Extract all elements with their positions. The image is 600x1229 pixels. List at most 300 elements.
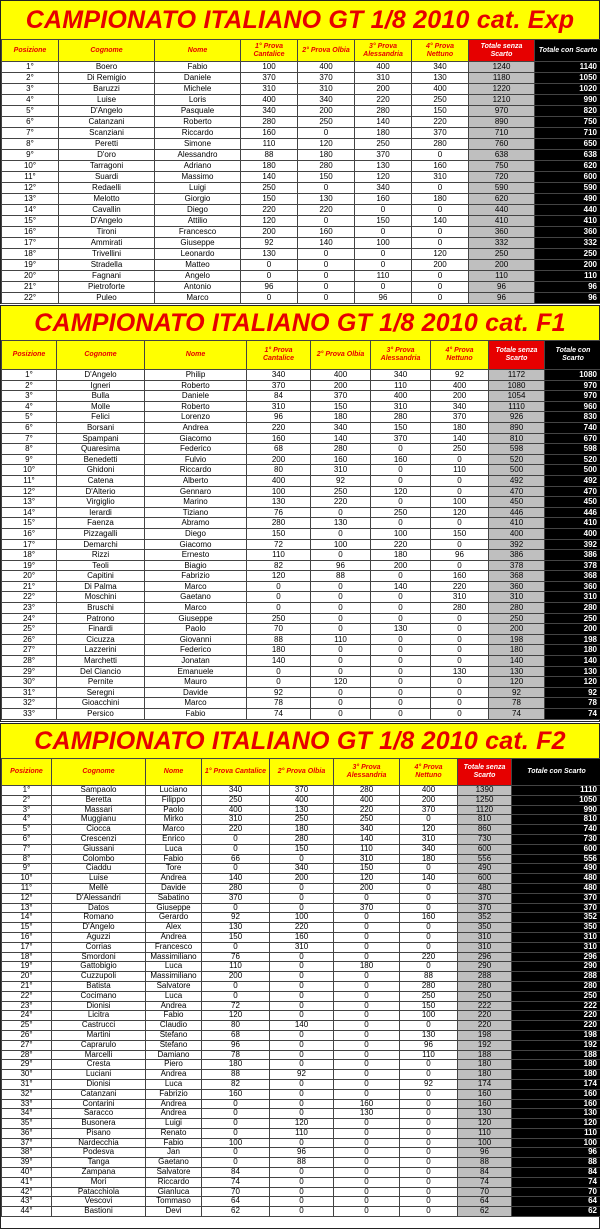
table-cell: 340 <box>247 370 311 381</box>
table-cell: 64 <box>202 1197 270 1207</box>
table-cell: 0 <box>247 666 311 677</box>
table-cell: 0 <box>400 1109 458 1119</box>
table-cell: 310 <box>512 942 600 952</box>
table-row <box>2 1187 600 1197</box>
table-cell: 120 <box>202 1011 270 1021</box>
table-cell: 400 <box>247 475 311 486</box>
header-row <box>2 40 600 62</box>
table-row <box>2 150 600 161</box>
table-cell: Simone <box>155 139 241 150</box>
table-cell: 0 <box>270 1001 334 1011</box>
table-cell: 2° <box>2 795 52 805</box>
table-cell: 352 <box>512 913 600 923</box>
table-cell: 10° <box>2 874 52 884</box>
table-cell: 0 <box>400 1128 458 1138</box>
table-cell: 16° <box>2 528 57 539</box>
table-row <box>2 507 600 518</box>
table-cell: Jonatan <box>145 656 247 667</box>
table-cell: Giuseppe <box>146 903 202 913</box>
table-cell: 0 <box>371 518 431 529</box>
column-header: Posizione <box>2 40 59 62</box>
table-cell: 0 <box>400 1187 458 1197</box>
table-cell: 0 <box>311 528 371 539</box>
table-cell: 0 <box>412 150 469 161</box>
table-cell: 250 <box>535 249 600 260</box>
table-row <box>2 645 600 656</box>
table-cell: Teoli <box>57 560 145 571</box>
table-cell: 140 <box>371 581 431 592</box>
table-cell: 310 <box>371 401 431 412</box>
table-row <box>2 433 600 444</box>
table-cell: Ierardi <box>57 507 145 518</box>
table-cell: 0 <box>431 645 489 656</box>
table-row <box>2 1177 600 1187</box>
table-cell: 600 <box>458 874 512 884</box>
table-cell: 140 <box>545 656 600 667</box>
table-cell: 160 <box>247 433 311 444</box>
table-cell: Mellè <box>52 883 146 893</box>
table-cell: 120 <box>247 571 311 582</box>
table-cell: 310 <box>241 84 298 95</box>
table-cell: 100 <box>202 1138 270 1148</box>
table-cell: 160 <box>202 1089 270 1099</box>
table-cell: 0 <box>431 613 489 624</box>
table-row <box>2 844 600 854</box>
table-cell: 0 <box>298 183 355 194</box>
table-cell: 1° <box>2 62 59 73</box>
table-cell: 290 <box>458 962 512 972</box>
table-cell: 160 <box>355 194 412 205</box>
table-row <box>2 380 600 391</box>
table-cell: 28° <box>2 656 57 667</box>
table-cell: 19° <box>2 962 52 972</box>
table-cell: 9° <box>2 864 52 874</box>
table-cell: 39° <box>2 1158 52 1168</box>
section-title: CAMPIONATO ITALIANO GT 1/8 2010 cat. Exp <box>1 1 599 39</box>
table-row <box>2 194 600 205</box>
table-cell: Giuseppe <box>155 238 241 249</box>
table-cell: Felici <box>57 412 145 423</box>
table-cell: 2° <box>2 380 57 391</box>
table-cell: Quaresima <box>57 444 145 455</box>
table-cell: 0 <box>334 1168 400 1178</box>
table-cell: 110 <box>270 1128 334 1138</box>
table-cell: 174 <box>458 1079 512 1089</box>
table-cell: 3° <box>2 391 57 402</box>
table-row <box>2 1079 600 1089</box>
table-cell: 76 <box>247 507 311 518</box>
table-cell: 0 <box>270 1109 334 1119</box>
table-cell: 35° <box>2 1119 52 1129</box>
table-cell: 392 <box>545 539 600 550</box>
table-cell: 670 <box>545 433 600 444</box>
table-cell: D'Alessandri <box>52 893 146 903</box>
table-row <box>2 1011 600 1021</box>
table-row <box>2 106 600 117</box>
table-cell: 250 <box>247 613 311 624</box>
table-cell: 0 <box>298 128 355 139</box>
table-cell: 0 <box>371 687 431 698</box>
table-cell: 150 <box>202 932 270 942</box>
table-cell: 220 <box>371 539 431 550</box>
table-cell: 0 <box>412 183 469 194</box>
table-cell: 66 <box>202 854 270 864</box>
table-cell: Podesva <box>52 1148 146 1158</box>
table-cell: 130 <box>431 666 489 677</box>
table-cell: Mauro <box>145 677 247 688</box>
table-cell: 0 <box>334 942 400 952</box>
table-cell: 37° <box>2 1138 52 1148</box>
table-cell: 360 <box>489 581 545 592</box>
table-cell: 0 <box>334 1050 400 1060</box>
table-cell: 400 <box>355 62 412 73</box>
table-row <box>2 1021 600 1031</box>
column-header: 2° Prova Olbia <box>298 40 355 62</box>
table-cell: 140 <box>412 216 469 227</box>
table-cell: 120 <box>334 874 400 884</box>
table-cell: 810 <box>512 815 600 825</box>
table-cell: 370 <box>334 903 400 913</box>
table-row <box>2 1050 600 1060</box>
table-cell: Fabrizio <box>146 1089 202 1099</box>
table-cell: 400 <box>400 786 458 796</box>
table-cell: 200 <box>469 260 535 271</box>
table-cell: 130 <box>355 161 412 172</box>
table-cell: 220 <box>247 422 311 433</box>
table-cell: 41° <box>2 1177 52 1187</box>
table-row <box>2 903 600 913</box>
table-cell: 386 <box>489 550 545 561</box>
table-cell: 110 <box>535 271 600 282</box>
table-cell: Gattobigio <box>52 962 146 972</box>
table-cell: 180 <box>355 128 412 139</box>
table-cell: Alberto <box>145 475 247 486</box>
table-cell: 310 <box>298 84 355 95</box>
table-cell: 92 <box>545 687 600 698</box>
table-cell: 600 <box>512 844 600 854</box>
table-cell: 0 <box>431 624 489 635</box>
table-cell: 0 <box>334 952 400 962</box>
table-cell: 0 <box>298 260 355 271</box>
table-cell: 20° <box>2 271 59 282</box>
table-cell: 80 <box>202 1021 270 1031</box>
table-cell: 500 <box>545 465 600 476</box>
table-cell: Gerardo <box>146 913 202 923</box>
table-cell: 110 <box>512 1128 600 1138</box>
column-header: Totale con Scarto <box>512 759 600 786</box>
table-row <box>2 624 600 635</box>
table-cell: 620 <box>535 161 600 172</box>
table-cell: 16° <box>2 227 59 238</box>
table-cell: 0 <box>334 932 400 942</box>
table-cell: 220 <box>431 581 489 592</box>
table-cell: 29° <box>2 666 57 677</box>
table-cell: 0 <box>371 666 431 677</box>
table-cell: 44° <box>2 1207 52 1217</box>
table-cell: 100 <box>247 486 311 497</box>
table-cell: 750 <box>535 117 600 128</box>
table-row <box>2 1168 600 1178</box>
table-cell: 220 <box>202 825 270 835</box>
table-cell: 730 <box>512 834 600 844</box>
table-cell: 180 <box>371 550 431 561</box>
header-row <box>2 759 600 786</box>
table-cell: 0 <box>334 972 400 982</box>
standings-table <box>1 758 600 1217</box>
table-row <box>2 370 600 381</box>
table-cell: Stefano <box>146 1040 202 1050</box>
table-cell: 410 <box>535 216 600 227</box>
table-cell: 990 <box>535 95 600 106</box>
table-cell: 340 <box>311 422 371 433</box>
table-cell: 0 <box>371 613 431 624</box>
table-cell: 310 <box>412 172 469 183</box>
table-cell: 310 <box>512 932 600 942</box>
table-cell: 280 <box>545 603 600 614</box>
table-cell: 30° <box>2 677 57 688</box>
table-cell: 180 <box>512 1060 600 1070</box>
table-cell: 400 <box>202 805 270 815</box>
table-cell: Persico <box>57 709 145 720</box>
table-cell: 250 <box>241 183 298 194</box>
table-cell: 110 <box>469 271 535 282</box>
table-cell: 250 <box>355 139 412 150</box>
table-cell: 830 <box>545 412 600 423</box>
table-cell: 110 <box>311 634 371 645</box>
table-cell: 68 <box>247 444 311 455</box>
table-row <box>2 282 600 293</box>
table-cell: 0 <box>202 1148 270 1158</box>
table-cell: 9° <box>2 150 59 161</box>
column-header: 4° Prova Nettuno <box>400 759 458 786</box>
table-cell: 760 <box>469 139 535 150</box>
table-cell: 0 <box>371 677 431 688</box>
table-cell: 220 <box>334 805 400 815</box>
table-cell: 200 <box>412 260 469 271</box>
table-cell: 120 <box>458 1119 512 1129</box>
table-cell: 180 <box>247 645 311 656</box>
table-cell: Paolo <box>146 805 202 815</box>
table-cell: 6° <box>2 422 57 433</box>
table-cell: 200 <box>298 106 355 117</box>
table-cell: Mirko <box>146 815 202 825</box>
table-cell: 310 <box>355 73 412 84</box>
table-row <box>2 962 600 972</box>
table-cell: 0 <box>311 507 371 518</box>
table-cell: Luise <box>52 874 146 884</box>
table-cell: 250 <box>412 95 469 106</box>
table-cell: Cuzzupoli <box>52 972 146 982</box>
table-cell: 386 <box>545 550 600 561</box>
table-row <box>2 128 600 139</box>
table-cell: Michele <box>155 84 241 95</box>
table-cell: 0 <box>400 883 458 893</box>
table-cell: 220 <box>311 497 371 508</box>
table-cell: 378 <box>545 560 600 571</box>
table-cell: Fabio <box>146 1011 202 1021</box>
table-cell: 440 <box>535 205 600 216</box>
table-cell: 8° <box>2 139 59 150</box>
table-row <box>2 1030 600 1040</box>
table-cell: 180 <box>241 161 298 172</box>
table-cell: 180 <box>431 422 489 433</box>
table-cell: Diego <box>145 528 247 539</box>
table-cell: Catanzani <box>52 1089 146 1099</box>
table-cell: 88 <box>512 1158 600 1168</box>
table-cell: 28° <box>2 1050 52 1060</box>
table-cell: 1020 <box>535 84 600 95</box>
table-cell: 100 <box>371 528 431 539</box>
table-cell: 88 <box>400 972 458 982</box>
table-cell: 110 <box>241 139 298 150</box>
table-row <box>2 539 600 550</box>
table-cell: 1110 <box>512 786 600 796</box>
table-cell: 92 <box>489 687 545 698</box>
table-cell: 220 <box>355 95 412 106</box>
table-cell: 0 <box>371 634 431 645</box>
table-cell: 340 <box>241 106 298 117</box>
table-cell: 450 <box>489 497 545 508</box>
table-cell: Zampana <box>52 1168 146 1178</box>
table-cell: D'Angelo <box>59 106 155 117</box>
table-cell: 556 <box>512 854 600 864</box>
table-cell: 860 <box>458 825 512 835</box>
column-header: 2° Prova Olbia <box>311 341 371 370</box>
table-cell: 0 <box>311 687 371 698</box>
table-cell: Trivellini <box>59 249 155 260</box>
table-cell: Jan <box>146 1148 202 1158</box>
table-cell: 110 <box>431 465 489 476</box>
table-cell: 140 <box>241 172 298 183</box>
table-cell: 310 <box>400 834 458 844</box>
table-cell: 970 <box>545 391 600 402</box>
table-cell: 5° <box>2 106 59 117</box>
table-cell: 400 <box>371 391 431 402</box>
table-cell: 250 <box>469 249 535 260</box>
table-row <box>2 972 600 982</box>
table-row <box>2 205 600 216</box>
table-cell: 80 <box>247 465 311 476</box>
table-cell: 290 <box>512 962 600 972</box>
table-cell: 0 <box>270 981 334 991</box>
table-cell: 4° <box>2 401 57 412</box>
table-cell: 340 <box>400 844 458 854</box>
table-cell: 11° <box>2 172 59 183</box>
standings-table <box>1 39 600 304</box>
table-cell: 600 <box>458 844 512 854</box>
table-cell: 288 <box>512 972 600 982</box>
table-cell: 140 <box>311 433 371 444</box>
table-cell: 10° <box>2 161 59 172</box>
table-cell: 1° <box>2 786 52 796</box>
table-cell: Catanzani <box>59 117 155 128</box>
table-cell: 0 <box>371 497 431 508</box>
table-cell: 710 <box>535 128 600 139</box>
table-row <box>2 864 600 874</box>
table-cell: 0 <box>400 1148 458 1158</box>
table-cell: D'Angelo <box>52 923 146 933</box>
table-cell: Tanga <box>52 1158 146 1168</box>
table-cell: 410 <box>489 518 545 529</box>
table-cell: 1110 <box>489 401 545 412</box>
table-cell: Caprarulo <box>52 1040 146 1050</box>
table-cell: 250 <box>311 486 371 497</box>
table-cell: 378 <box>489 560 545 571</box>
table-cell: 352 <box>458 913 512 923</box>
table-cell: D'oro <box>59 150 155 161</box>
table-cell: 200 <box>535 260 600 271</box>
table-cell: 0 <box>334 1079 400 1089</box>
table-cell: 78 <box>489 698 545 709</box>
table-cell: 84 <box>247 391 311 402</box>
table-cell: 0 <box>431 560 489 571</box>
table-cell: 110 <box>371 380 431 391</box>
table-cell: Luca <box>146 991 202 1001</box>
table-cell: 370 <box>355 150 412 161</box>
table-cell: Matteo <box>155 260 241 271</box>
table-cell: 0 <box>202 864 270 874</box>
table-cell: 16° <box>2 932 52 942</box>
table-cell: 180 <box>298 150 355 161</box>
table-cell: 140 <box>298 238 355 249</box>
table-cell: 96 <box>202 1040 270 1050</box>
table-cell: 0 <box>334 991 400 1001</box>
table-cell: Andrea <box>146 1001 202 1011</box>
table-cell: 92 <box>311 475 371 486</box>
table-cell: 0 <box>202 903 270 913</box>
table-cell: 0 <box>412 227 469 238</box>
table-cell: 0 <box>431 709 489 720</box>
section-f2 <box>0 723 600 1229</box>
table-cell: 96 <box>535 282 600 293</box>
table-cell: 0 <box>400 932 458 942</box>
table-cell: 720 <box>469 172 535 183</box>
column-header: 1° Prova Cantalice <box>202 759 270 786</box>
table-cell: Moschini <box>57 592 145 603</box>
table-cell: 370 <box>270 786 334 796</box>
table-cell: 0 <box>400 1060 458 1070</box>
table-cell: 340 <box>202 786 270 796</box>
table-cell: 150 <box>270 844 334 854</box>
table-cell: 740 <box>512 825 600 835</box>
table-cell: Romano <box>52 913 146 923</box>
table-cell: 970 <box>469 106 535 117</box>
table-cell: 12° <box>2 486 57 497</box>
table-cell: 370 <box>512 903 600 913</box>
table-cell: Peretti <box>59 139 155 150</box>
table-cell: 200 <box>489 624 545 635</box>
table-cell: Davide <box>145 687 247 698</box>
table-row <box>2 581 600 592</box>
table-cell: 88 <box>247 634 311 645</box>
table-cell: Finardi <box>57 624 145 635</box>
table-cell: Ammirati <box>59 238 155 249</box>
table-cell: 0 <box>270 962 334 972</box>
table-cell: 410 <box>545 518 600 529</box>
table-cell: 296 <box>458 952 512 962</box>
table-cell: 74 <box>202 1177 270 1187</box>
column-header: Totale con Scarto <box>545 341 600 370</box>
table-row <box>2 183 600 194</box>
table-cell: Bulla <box>57 391 145 402</box>
table-cell: 62 <box>512 1207 600 1217</box>
table-cell: Contarini <box>52 1099 146 1109</box>
table-cell: 0 <box>400 903 458 913</box>
table-cell: 0 <box>270 1099 334 1109</box>
table-cell: Enrico <box>146 834 202 844</box>
table-cell: Ernesto <box>145 550 247 561</box>
table-row <box>2 518 600 529</box>
